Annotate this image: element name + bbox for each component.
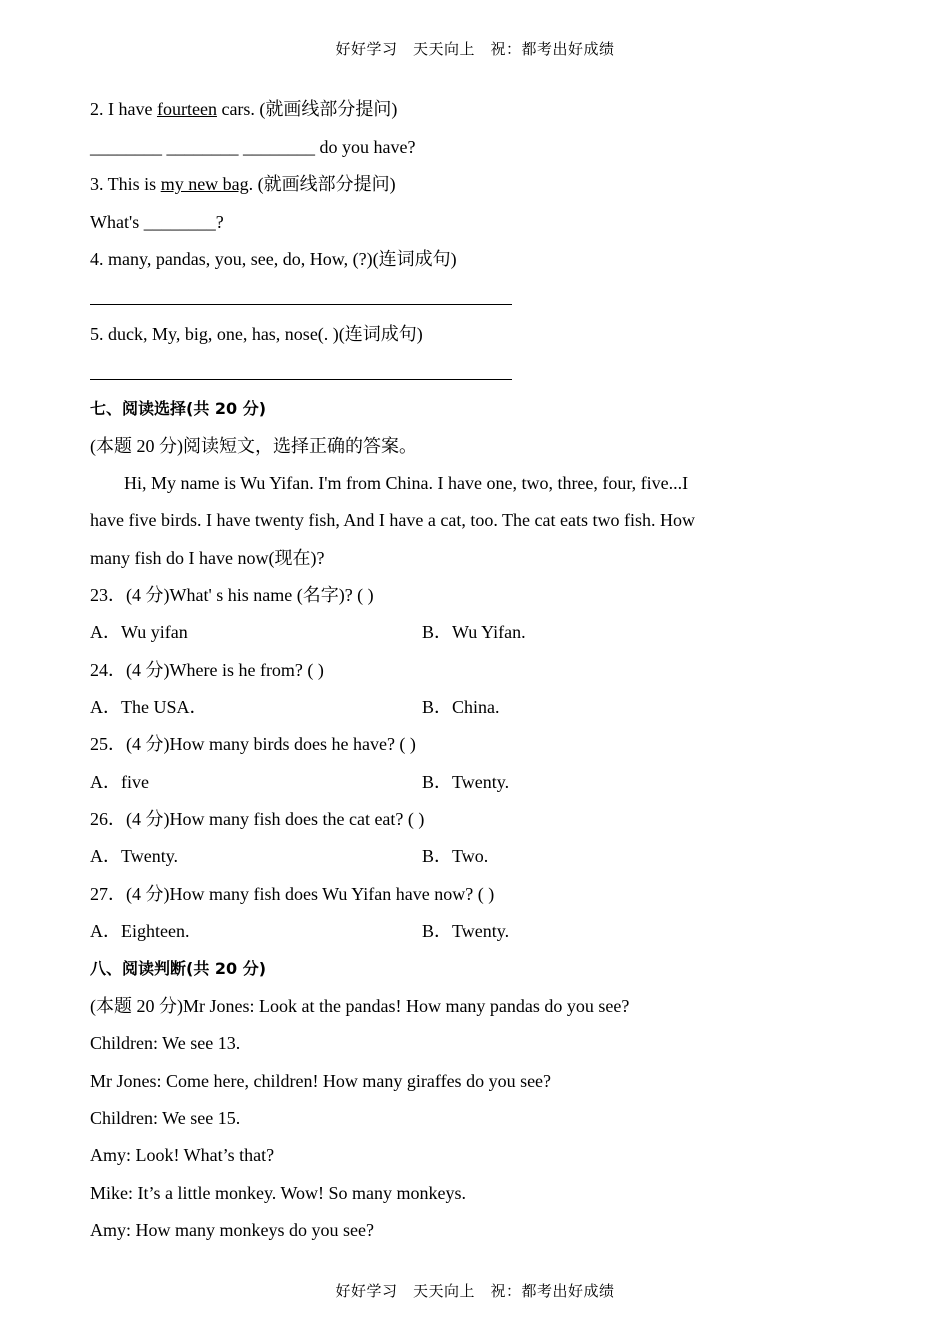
question-25-option-a[interactable]: A．five [90,772,149,792]
section-7-title: 七、阅读选择(共 20 分) [90,399,267,418]
dialogue-line-1: (本题 20 分)Mr Jones: Look at the pandas! How many pandas do you see? [90,996,630,1016]
question-3-underlined: my new bag [160,174,249,194]
question-2 [90,98,397,120]
question-26: 26．(4 分)How many fish does the cat eat? ( ) [90,809,425,829]
question-23: 23．(4 分)What' s his name (名字)? ( ) [90,585,374,605]
question-27: 27．(4 分)How many fish does Wu Yifan have now? ( ) [90,884,495,904]
dialogue-line-7: Amy: How many monkeys do you see? [90,1220,374,1240]
question-26-option-b[interactable]: B．Two. [422,846,489,866]
question-25-option-b[interactable]: B．Twenty. [422,772,510,792]
question-24-option-b[interactable]: B．China. [422,697,500,717]
passage-line-1: Hi, My name is Wu Yifan. I'm from China. I have one, two, three, four, five...I [124,473,689,493]
question-3-pre: 3. This is [90,174,161,194]
dialogue-line-2: Children: We see 13. [90,1033,241,1053]
question-27-option-b[interactable]: B．Twenty. [422,921,510,941]
question-5: 5. duck, My, big, one, has, nose(. )(连词成句) [90,324,423,344]
question-24-option-a[interactable]: A．The USA． [90,697,208,717]
passage-line-3: many fish do I have now(现在)? [90,548,325,568]
question-27-option-a[interactable]: A．Eighteen. [90,921,190,941]
question-3-post: . (就画线部分提问) [248,174,396,194]
page-header: 好好学习 天天向上 祝：都考出好成绩 [335,40,615,58]
question-25: 25．(4 分)How many birds does he have? ( ) [90,734,416,754]
question-24: 24．(4 分)Where is he from? ( ) [90,660,324,680]
question-4: 4. many, pandas, you, see, do, How, (?)(连词成句) [90,249,457,269]
question-4-answer-rule[interactable] [90,304,512,305]
dialogue-line-3: Mr Jones: Come here, children! How many giraffes do you see? [90,1071,552,1091]
dialogue-line-6: Mike: It’s a little monkey. Wow! So many monkeys. [90,1183,467,1203]
question-5-answer-rule[interactable] [90,379,512,380]
passage-line-2: have five birds. I have twenty fish, And I have a cat, too. The cat eats two fish. How [90,510,695,530]
page-footer: 好好学习 天天向上 祝：都考出好成绩 [335,1282,615,1300]
section-8-title: 八、阅读判断(共 20 分) [90,959,267,978]
question-3-answer-line[interactable]: What's ________? [90,212,224,232]
dialogue-line-5: Amy: Look! What’s that? [90,1145,275,1165]
question-2-pre: 2. I have [90,99,157,119]
question-23-option-a[interactable]: A．Wu yifan [90,622,188,642]
question-2-answer-line[interactable]: ________ ________ ________ do you have? [90,137,416,157]
question-2-underlined: fourteen [156,99,217,119]
question-26-option-a[interactable]: A．Twenty. [90,846,179,866]
dialogue-line-4: Children: We see 15. [90,1108,241,1128]
section-7-instruction: (本题 20 分)阅读短文，选择正确的答案。 [90,436,417,456]
question-2-post: cars. (就画线部分提问) [216,99,398,119]
question-23-option-b[interactable]: B．Wu Yifan. [422,622,526,642]
question-3 [90,173,396,195]
